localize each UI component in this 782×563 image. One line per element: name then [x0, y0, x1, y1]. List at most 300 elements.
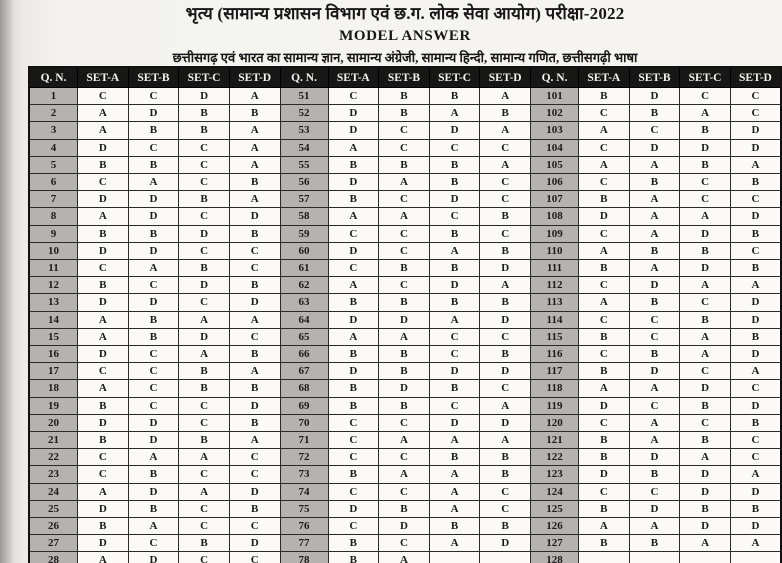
answer-cell: B	[128, 328, 179, 345]
answer-cell: B	[730, 414, 781, 431]
answer-cell: D	[629, 449, 680, 466]
question-number-cell: 112	[531, 277, 579, 294]
question-number-cell: 116	[531, 346, 579, 363]
question-number-cell: 70	[280, 414, 328, 431]
answer-cell: D	[730, 397, 781, 414]
column-header-qn: Q. N.	[531, 67, 579, 88]
question-number-cell: 102	[531, 105, 579, 122]
answer-cell: D	[579, 208, 630, 225]
answer-cell: B	[579, 191, 630, 208]
question-number-cell: 117	[531, 363, 579, 380]
answer-cell: B	[128, 466, 179, 483]
answer-cell: C	[379, 277, 430, 294]
answer-cell: A	[480, 156, 531, 173]
answer-cell: D	[680, 380, 731, 397]
answer-cell: B	[730, 174, 781, 191]
answer-cell: B	[680, 432, 731, 449]
answer-cell	[629, 552, 680, 563]
answer-cell: A	[480, 88, 531, 105]
column-header-set: SET-C	[429, 67, 480, 88]
answer-cell: A	[730, 535, 781, 552]
answer-cell: D	[328, 105, 379, 122]
answer-cell: C	[579, 105, 630, 122]
question-number-cell: 21	[29, 432, 78, 449]
answer-cell: B	[78, 518, 129, 535]
question-number-cell: 107	[531, 191, 579, 208]
column-header-set: SET-B	[128, 67, 179, 88]
answer-cell: B	[629, 466, 680, 483]
answer-cell: D	[128, 191, 179, 208]
column-header-set: SET-A	[579, 67, 630, 88]
answer-cell: C	[128, 88, 179, 105]
table-row	[29, 208, 781, 225]
table-row	[29, 225, 781, 242]
answer-cell: D	[730, 518, 781, 535]
question-number-cell: 4	[29, 139, 78, 156]
answer-cell: C	[429, 397, 480, 414]
question-number-cell: 57	[280, 191, 328, 208]
answer-cell: B	[179, 122, 230, 139]
answer-cell: C	[328, 432, 379, 449]
answer-cell: D	[730, 311, 781, 328]
answer-cell: A	[128, 449, 179, 466]
answer-cell: A	[429, 242, 480, 259]
column-header-qn: Q. N.	[29, 67, 78, 88]
answer-cell: B	[429, 88, 480, 105]
question-number-cell: 14	[29, 311, 78, 328]
question-number-cell: 51	[280, 88, 328, 105]
answer-cell: A	[730, 156, 781, 173]
answer-cell: B	[328, 191, 379, 208]
answer-cell: A	[629, 380, 680, 397]
answer-cell: D	[629, 277, 680, 294]
question-number-cell: 75	[280, 500, 328, 517]
question-number-cell: 105	[531, 156, 579, 173]
answer-cell: A	[128, 518, 179, 535]
answer-cell: D	[730, 208, 781, 225]
answer-cell: B	[429, 294, 480, 311]
answer-cell: A	[78, 483, 129, 500]
question-number-cell: 125	[531, 500, 579, 517]
answer-cell: C	[480, 139, 531, 156]
question-number-cell: 16	[29, 346, 78, 363]
answer-cell: B	[480, 449, 531, 466]
answer-cell: C	[128, 139, 179, 156]
answer-cell: A	[579, 242, 630, 259]
answer-cell: B	[579, 535, 630, 552]
answer-cell: D	[229, 208, 280, 225]
answer-cell: D	[429, 363, 480, 380]
answer-cell: A	[229, 191, 280, 208]
answer-cell: A	[328, 208, 379, 225]
answer-cell: D	[730, 122, 781, 139]
question-number-cell: 12	[29, 277, 78, 294]
answer-cell: A	[680, 449, 731, 466]
table-row	[29, 363, 781, 380]
answer-cell: C	[328, 260, 379, 277]
answer-cell: A	[730, 363, 781, 380]
answer-cell: B	[429, 174, 480, 191]
answer-cell: D	[179, 328, 230, 345]
column-header-qn: Q. N.	[280, 67, 328, 88]
answer-cell: C	[480, 500, 531, 517]
answer-cell: D	[78, 191, 129, 208]
answer-cell: A	[429, 432, 480, 449]
answer-cell: B	[429, 225, 480, 242]
answer-cell	[480, 552, 531, 563]
table-row	[29, 174, 781, 191]
question-number-cell: 113	[531, 294, 579, 311]
table-row	[29, 380, 781, 397]
answer-cell: C	[730, 380, 781, 397]
answer-cell: B	[179, 363, 230, 380]
answer-cell: A	[78, 208, 129, 225]
answer-cell: C	[379, 191, 430, 208]
question-number-cell: 126	[531, 518, 579, 535]
answer-cell: B	[379, 88, 430, 105]
answer-cell: C	[579, 139, 630, 156]
answer-cell: A	[379, 208, 430, 225]
answer-cell: C	[730, 191, 781, 208]
column-header-set: SET-A	[328, 67, 379, 88]
answer-cell: C	[680, 294, 731, 311]
answer-cell: C	[179, 242, 230, 259]
answer-cell: A	[680, 208, 731, 225]
question-number-cell: 5	[29, 156, 78, 173]
question-number-cell: 52	[280, 105, 328, 122]
answer-cell: A	[78, 311, 129, 328]
answer-cell: C	[429, 139, 480, 156]
answer-cell: D	[78, 500, 129, 517]
answer-cell: D	[229, 397, 280, 414]
answer-cell: A	[629, 414, 680, 431]
answer-cell: A	[328, 328, 379, 345]
answer-cell: A	[429, 483, 480, 500]
question-number-cell: 25	[29, 500, 78, 517]
answer-cell: A	[429, 466, 480, 483]
table-row	[29, 552, 781, 563]
answer-cell: D	[179, 225, 230, 242]
question-number-cell: 65	[280, 328, 328, 345]
answer-cell: D	[629, 139, 680, 156]
answer-cell: D	[379, 311, 430, 328]
answer-cell: C	[680, 174, 731, 191]
answer-cell: A	[78, 552, 129, 563]
table-row	[29, 466, 781, 483]
answer-cell: D	[78, 139, 129, 156]
answer-cell: D	[429, 122, 480, 139]
answer-cell: B	[229, 414, 280, 431]
answer-cell: C	[629, 397, 680, 414]
answer-cell: A	[680, 105, 731, 122]
answer-cell: C	[579, 346, 630, 363]
answer-cell: B	[680, 156, 731, 173]
answer-cell: C	[328, 88, 379, 105]
answer-cell: C	[128, 277, 179, 294]
answer-cell: D	[128, 208, 179, 225]
answer-cell: C	[379, 225, 430, 242]
answer-cell: B	[78, 277, 129, 294]
answer-cell: D	[429, 277, 480, 294]
answer-cell: A	[229, 311, 280, 328]
answer-cell: B	[179, 380, 230, 397]
answer-cell: B	[128, 156, 179, 173]
answer-cell: C	[128, 363, 179, 380]
question-number-cell: 55	[280, 156, 328, 173]
question-number-cell: 19	[29, 397, 78, 414]
question-number-cell: 60	[280, 242, 328, 259]
question-number-cell: 127	[531, 535, 579, 552]
answer-cell: B	[229, 277, 280, 294]
answer-cell: A	[379, 328, 430, 345]
answer-cell: D	[179, 277, 230, 294]
answer-cell: C	[480, 174, 531, 191]
answer-cell: D	[730, 483, 781, 500]
answer-cell: B	[579, 88, 630, 105]
answer-cell: C	[229, 260, 280, 277]
answer-cell: C	[328, 225, 379, 242]
question-number-cell: 110	[531, 242, 579, 259]
table-row	[29, 277, 781, 294]
answer-cell: A	[78, 105, 129, 122]
answer-cell: A	[680, 328, 731, 345]
answer-cell: D	[579, 397, 630, 414]
answer-cell: B	[229, 174, 280, 191]
answer-cell: C	[629, 122, 680, 139]
table-row	[29, 518, 781, 535]
answer-cell: A	[78, 380, 129, 397]
answer-cell: D	[629, 88, 680, 105]
answer-cell: A	[179, 346, 230, 363]
answer-cell: B	[379, 500, 430, 517]
answer-cell: A	[680, 535, 731, 552]
answer-cell: C	[328, 414, 379, 431]
answer-cell: B	[730, 260, 781, 277]
question-number-cell: 22	[29, 449, 78, 466]
answer-cell: D	[480, 260, 531, 277]
answer-cell: A	[579, 122, 630, 139]
answer-cell: C	[229, 466, 280, 483]
answer-cell: B	[379, 363, 430, 380]
table-row	[29, 500, 781, 517]
answer-cell: C	[379, 483, 430, 500]
answer-cell: A	[429, 311, 480, 328]
answer-cell	[680, 552, 731, 563]
question-number-cell: 63	[280, 294, 328, 311]
answer-cell: A	[629, 432, 680, 449]
column-header-set: SET-D	[480, 67, 531, 88]
answer-cell: D	[480, 363, 531, 380]
question-number-cell: 7	[29, 191, 78, 208]
answer-cell: D	[78, 346, 129, 363]
answer-cell: B	[480, 518, 531, 535]
table-row	[29, 535, 781, 552]
answer-cell	[429, 552, 480, 563]
answer-cell: B	[179, 535, 230, 552]
question-number-cell: 69	[280, 397, 328, 414]
answer-cell: A	[78, 328, 129, 345]
answer-cell: C	[680, 191, 731, 208]
answer-cell: B	[328, 346, 379, 363]
answer-cell: B	[730, 225, 781, 242]
answer-cell: B	[229, 225, 280, 242]
answer-cell: B	[379, 105, 430, 122]
answer-cell: D	[78, 242, 129, 259]
answer-cell: B	[680, 242, 731, 259]
answer-cell: D	[128, 294, 179, 311]
question-number-cell: 118	[531, 380, 579, 397]
answer-cell: C	[579, 277, 630, 294]
table-row	[29, 156, 781, 173]
answer-cell: B	[480, 294, 531, 311]
question-number-cell: 64	[280, 311, 328, 328]
question-number-cell: 3	[29, 122, 78, 139]
document-header	[28, 1, 782, 66]
column-header-set: SET-A	[78, 67, 129, 88]
question-number-cell: 53	[280, 122, 328, 139]
answer-cell: B	[730, 500, 781, 517]
question-number-cell: 2	[29, 105, 78, 122]
answer-cell: C	[328, 449, 379, 466]
exam-title: भृत्य (सामान्य प्रशासन विभाग एवं छ.ग. लोक सेवा आयोग) परीक्षा-2022	[185, 4, 625, 23]
question-number-cell: 24	[29, 483, 78, 500]
answer-cell: C	[579, 414, 630, 431]
question-number-cell: 120	[531, 414, 579, 431]
table-row	[29, 122, 781, 139]
answer-cell: D	[429, 191, 480, 208]
answer-cell: C	[680, 414, 731, 431]
answer-cell: B	[379, 156, 430, 173]
question-number-cell: 20	[29, 414, 78, 431]
answer-cell: B	[328, 552, 379, 563]
question-number-cell: 18	[29, 380, 78, 397]
answer-cell: B	[579, 328, 630, 345]
answer-cell: D	[328, 122, 379, 139]
answer-cell: C	[629, 311, 680, 328]
answer-cell: C	[480, 380, 531, 397]
subject-list: छत्तीसगढ़ एवं भारत का सामान्य ज्ञान, सामान्य अंग्रेजी, सामान्य हिन्दी, सामान्य गणित, छत्तीसगढ़ी भाषा	[172, 50, 638, 65]
question-number-cell: 26	[29, 518, 78, 535]
answer-cell: D	[680, 466, 731, 483]
answer-cell: A	[730, 277, 781, 294]
answer-cell: B	[629, 174, 680, 191]
answer-cell: D	[429, 414, 480, 431]
answer-cell: C	[328, 518, 379, 535]
answer-cell: A	[629, 518, 680, 535]
answer-cell: D	[328, 311, 379, 328]
model-answer-heading: MODEL ANSWER	[339, 28, 471, 44]
answer-cell: B	[680, 500, 731, 517]
answer-cell: B	[328, 380, 379, 397]
answer-cell: C	[328, 483, 379, 500]
question-number-cell: 8	[29, 208, 78, 225]
question-number-cell: 6	[29, 174, 78, 191]
answer-cell: A	[480, 397, 531, 414]
answer-cell: A	[379, 466, 430, 483]
answer-cell: D	[629, 500, 680, 517]
answer-cell: B	[629, 242, 680, 259]
answer-cell: C	[480, 328, 531, 345]
answer-cell: B	[128, 311, 179, 328]
answer-cell: B	[429, 449, 480, 466]
answer-cell: C	[730, 88, 781, 105]
answer-cell: A	[629, 191, 680, 208]
question-number-cell: 106	[531, 174, 579, 191]
answer-cell: B	[328, 466, 379, 483]
answer-cell: B	[179, 432, 230, 449]
answer-cell: B	[629, 294, 680, 311]
answer-cell	[730, 552, 781, 563]
question-number-cell: 77	[280, 535, 328, 552]
column-header-set: SET-C	[680, 67, 731, 88]
answer-cell: B	[229, 380, 280, 397]
answer-cell: D	[328, 500, 379, 517]
question-number-cell: 78	[280, 552, 328, 563]
answer-cell: D	[629, 363, 680, 380]
answer-cell: A	[328, 139, 379, 156]
answer-cell: C	[179, 552, 230, 563]
answer-cell: D	[730, 346, 781, 363]
answer-cell: B	[379, 294, 430, 311]
answer-cell: A	[229, 88, 280, 105]
answer-cell: B	[379, 397, 430, 414]
answer-cell: A	[680, 346, 731, 363]
answer-cell: A	[379, 552, 430, 563]
question-number-cell: 1	[29, 88, 78, 105]
answer-cell: B	[579, 500, 630, 517]
table-row	[29, 242, 781, 259]
answer-cell: C	[730, 105, 781, 122]
question-number-cell: 74	[280, 483, 328, 500]
answer-cell: B	[328, 294, 379, 311]
question-number-cell: 109	[531, 225, 579, 242]
answer-cell: C	[128, 380, 179, 397]
answer-cell: C	[579, 174, 630, 191]
answer-cell: D	[128, 483, 179, 500]
answer-cell: C	[379, 242, 430, 259]
table-row	[29, 88, 781, 105]
answer-cell: D	[328, 363, 379, 380]
answer-cell: D	[229, 535, 280, 552]
answer-cell: A	[579, 518, 630, 535]
answer-cell: C	[78, 449, 129, 466]
answer-cell: C	[229, 328, 280, 345]
answer-cell: B	[78, 156, 129, 173]
answer-cell: B	[579, 449, 630, 466]
column-header-set: SET-B	[379, 67, 430, 88]
column-header-set: SET-D	[730, 67, 781, 88]
question-number-cell: 128	[531, 552, 579, 563]
answer-cell: D	[680, 225, 731, 242]
answer-cell: B	[78, 225, 129, 242]
question-number-cell: 11	[29, 260, 78, 277]
table-row	[29, 260, 781, 277]
answer-cell: D	[680, 139, 731, 156]
answer-cell: D	[680, 518, 731, 535]
column-header-set: SET-B	[629, 67, 680, 88]
answer-cell: A	[629, 208, 680, 225]
answer-cell: B	[78, 397, 129, 414]
answer-cell: D	[229, 483, 280, 500]
answer-cell: B	[680, 397, 731, 414]
question-number-cell: 108	[531, 208, 579, 225]
answer-cell: C	[579, 483, 630, 500]
answer-cell: B	[730, 328, 781, 345]
answer-cell: C	[379, 449, 430, 466]
question-number-cell: 58	[280, 208, 328, 225]
answer-cell: C	[128, 535, 179, 552]
table-row	[29, 432, 781, 449]
